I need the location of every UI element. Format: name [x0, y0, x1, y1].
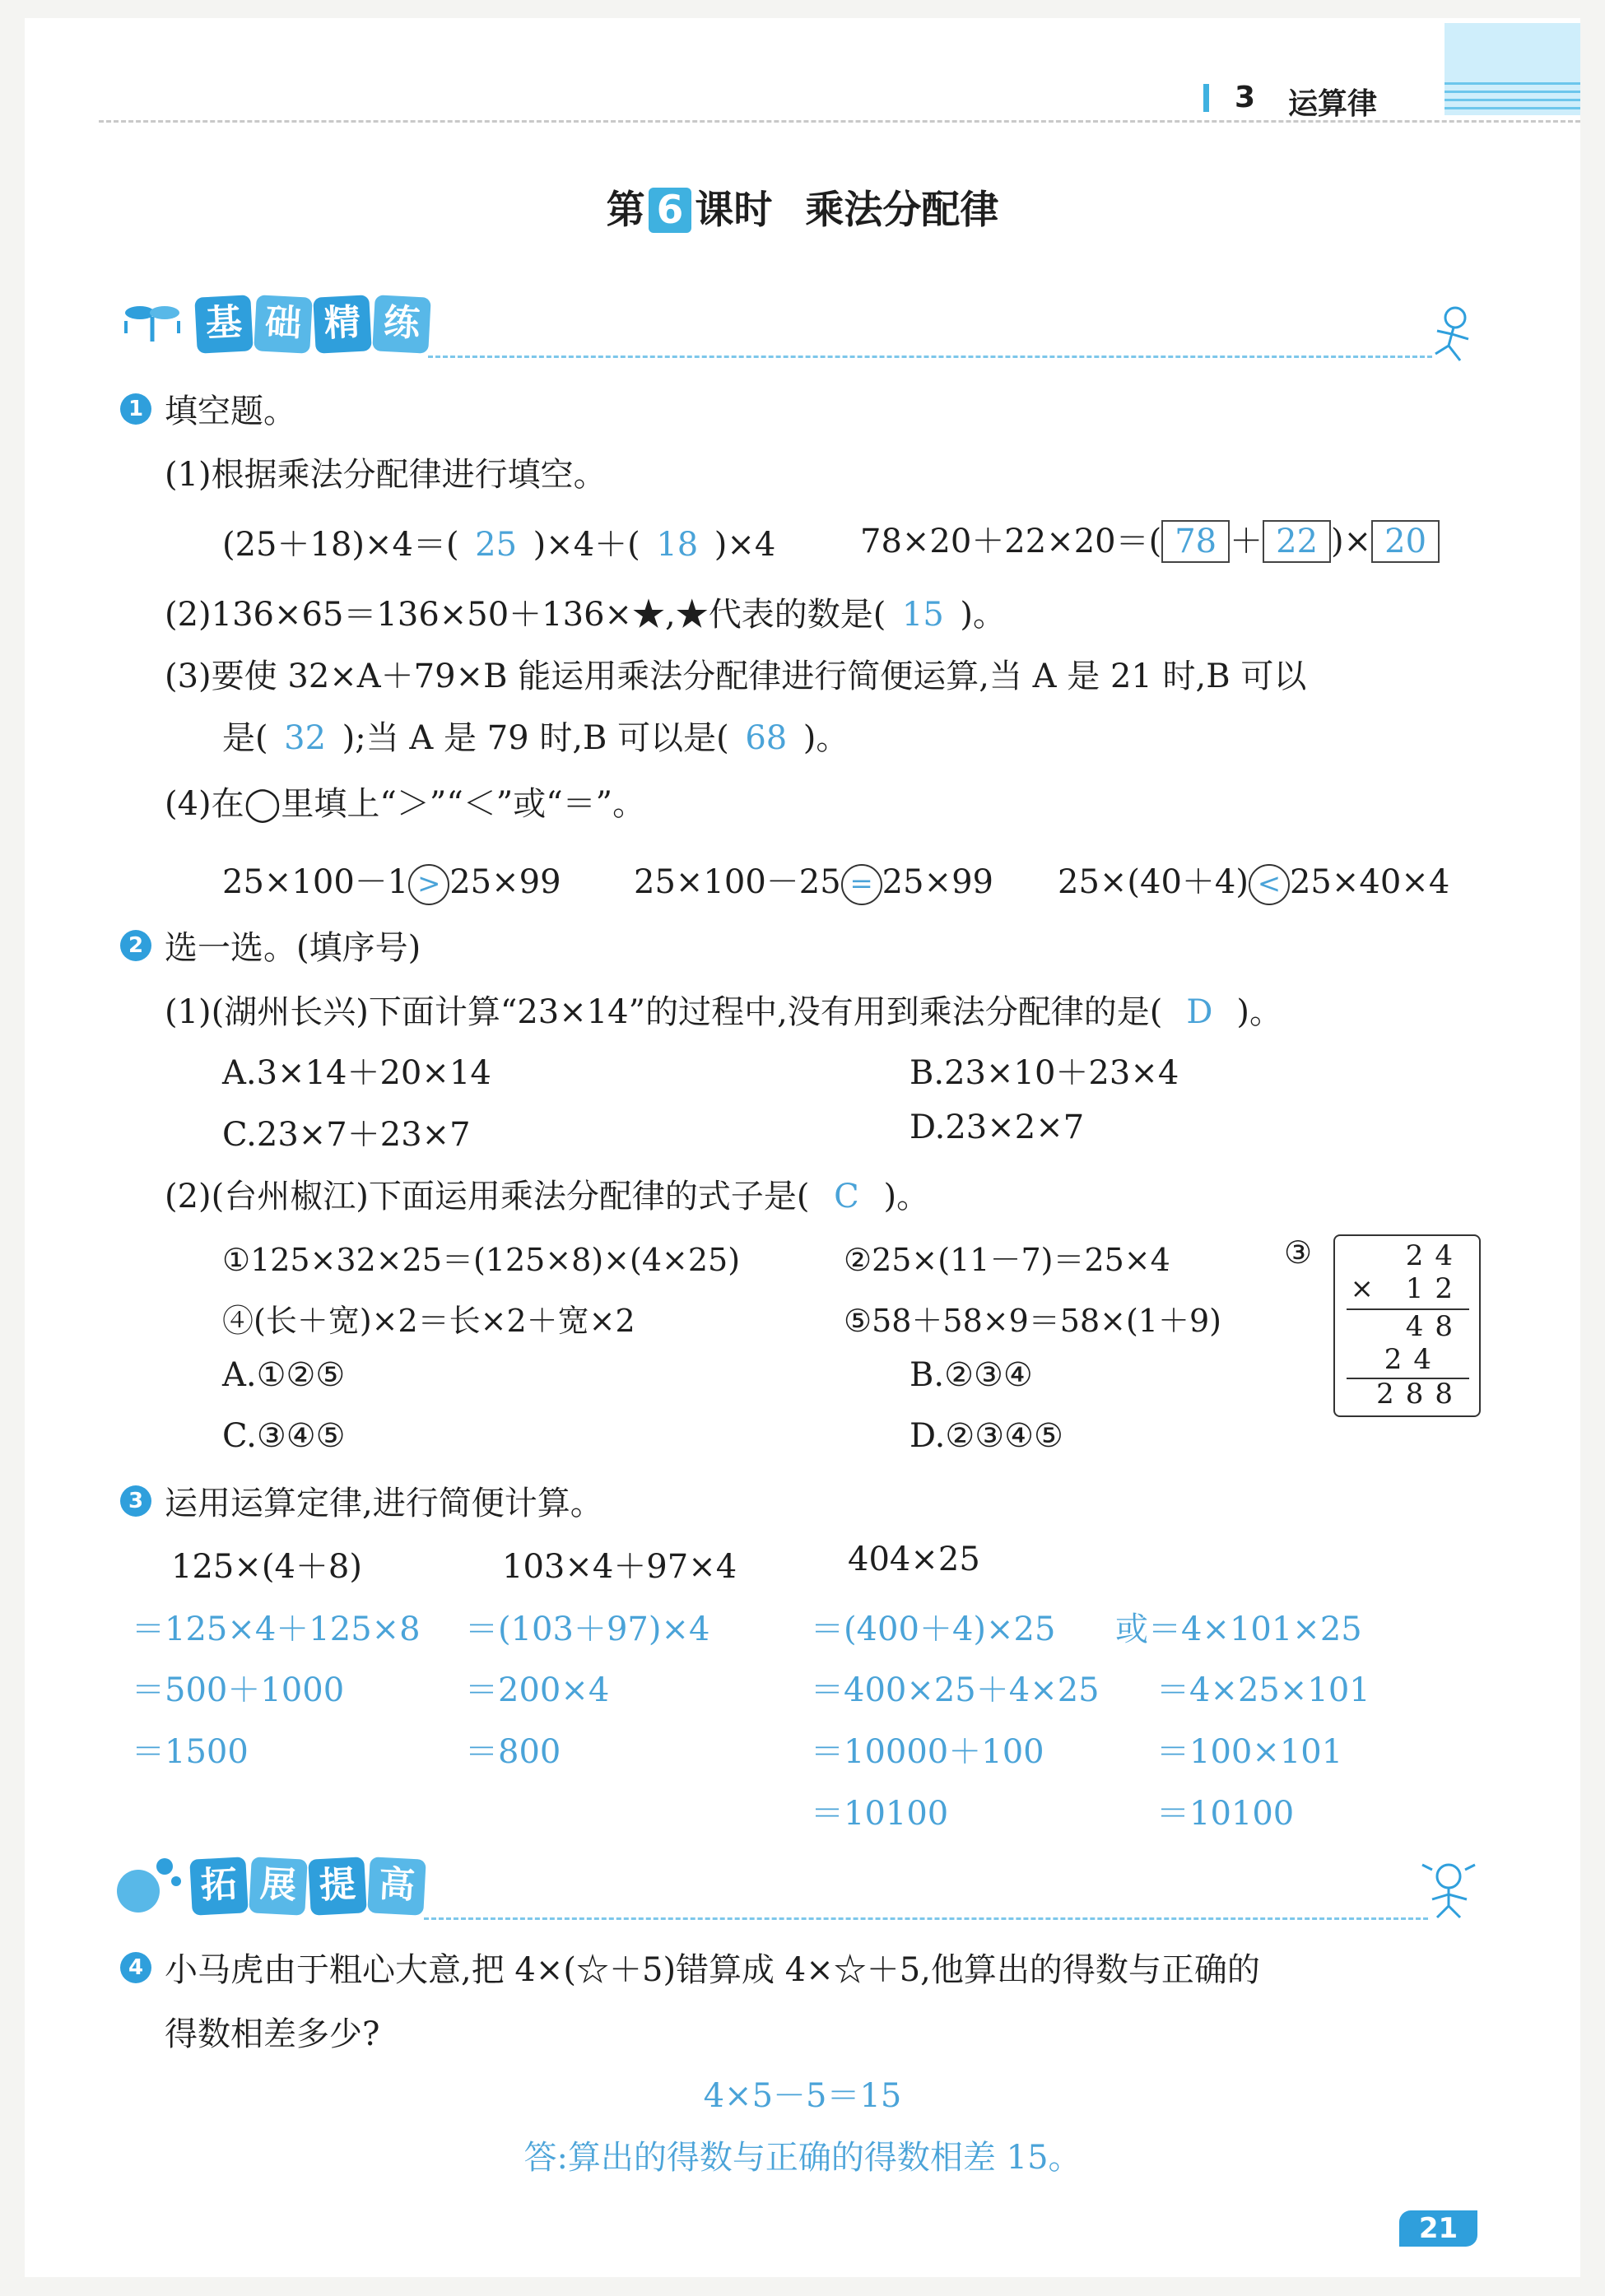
expr-text: (2)136×65＝136×50＋136×★,★代表的数是( [165, 596, 886, 634]
q2-part1-text [165, 986, 1282, 1033]
lesson-title [0, 179, 1605, 235]
q2-part1-option-c: C.23×7＋23×7 [222, 1116, 471, 1154]
q2-part2-option-c: C.③④⑤ [222, 1417, 346, 1455]
q3-calc4-step3: ＝100×101 [1156, 1733, 1343, 1771]
q2-part2-item4: ④(长＋宽)×2＝长×2＋宽×2 [222, 1303, 635, 1339]
banner-char: 展 [249, 1857, 307, 1915]
answer-blank: 18 [656, 526, 699, 564]
q2-part2-item5: ⑤58＋58×9＝58×(1＋9) [844, 1303, 1221, 1339]
expr-text: ＋ [1230, 523, 1263, 560]
lesson-name: 乘法分配律 [805, 188, 999, 233]
q4-text-line2: 得数相差多少? [165, 2015, 380, 2053]
banner-char: 练 [372, 295, 430, 353]
expr-text: 25×(40＋4) [1058, 863, 1249, 901]
q2-part2-text [165, 1170, 929, 1217]
answer-blank: 68 [745, 719, 788, 757]
q3-calc3-step2: ＝400×25＋4×25 [811, 1671, 1100, 1709]
answer-blank: 15 [901, 596, 944, 634]
lesson-suffix: 课时 [695, 188, 773, 233]
q2-title: 选一选。(填序号) [165, 929, 421, 967]
q3-calc1-step1: ＝125×4＋125×8 [132, 1610, 421, 1648]
q1-part4-text: (4)在◯里填上“＞”“＜”或“＝”。 [165, 785, 646, 823]
expr-text: 78×20＋22×20＝( [860, 523, 1162, 560]
running-kid-icon [1424, 303, 1482, 372]
vertical-row: 24 [1405, 1239, 1464, 1272]
expr-text: )。 [960, 596, 1006, 634]
expr-text: 25×100－25 [634, 863, 841, 901]
expr-text: (2)(台州椒江)下面运用乘法分配律的式子是( [165, 1178, 810, 1215]
q3-calc1-step2: ＝500＋1000 [132, 1671, 345, 1709]
q2-part2-item2: ②25×(11－7)＝25×4 [844, 1242, 1170, 1278]
q4-work: 4×5－5＝15 [703, 2077, 902, 2115]
banner-divider [424, 1917, 1428, 1920]
banner-char: 精 [313, 295, 371, 353]
unit-number: 3 [1235, 81, 1256, 114]
q3-calc1-expr: 125×(4＋8) [171, 1548, 362, 1586]
q1-part3-line1: (3)要使 32×A＋79×B 能运用乘法分配律进行简便运算,当 A 是 21 时,B 可以 [165, 658, 1307, 695]
answer-blank: 32 [284, 719, 327, 757]
q3-calc4-step4: ＝10100 [1156, 1795, 1295, 1833]
page-number: 21 [1399, 2210, 1477, 2247]
q1-part4-compare3 [1058, 856, 1449, 905]
q1-part4-compare2 [634, 856, 993, 905]
q1-part2 [165, 588, 1006, 635]
q4-text-line1: 小马虎由于粗心大意,把 4×(☆＋5)错算成 4×☆＋5,他算出的得数与正确的 [165, 1951, 1260, 1989]
q3-calc2-step1: ＝(103＋97)×4 [465, 1610, 710, 1648]
expr-text: )×4 [714, 526, 776, 564]
banner-char: 础 [254, 295, 312, 353]
vertical-row: 288 [1376, 1378, 1464, 1411]
q2-part2-item1: ①125×32×25＝(125×8)×(4×25) [222, 1242, 741, 1278]
expr-text: 25×100－1 [222, 863, 409, 901]
q2-part1-option-a: A.3×14＋20×14 [222, 1054, 491, 1092]
q3-calc4-step1: 或＝4×101×25 [1115, 1610, 1362, 1648]
q2-part2-option-a: A.①②⑤ [222, 1356, 346, 1394]
answer-blank: D [1186, 993, 1213, 1031]
q3-calc2-step3: ＝800 [465, 1733, 561, 1771]
expr-text: )。 [883, 1178, 930, 1215]
vertical-row: 48 [1405, 1310, 1464, 1343]
question-number-4: 4 [120, 1952, 151, 1983]
lesson-prefix: 第 [606, 188, 645, 233]
q3-calc3-step1: ＝(400＋4)×25 [811, 1610, 1056, 1648]
q2-part1-option-d: D.23×2×7 [910, 1108, 1085, 1146]
q2-part2-option-d: D.②③④⑤ [910, 1417, 1063, 1455]
q3-title: 运用运算定律,进行简便计算。 [165, 1485, 603, 1522]
q4-answer: 答:算出的得数与正确的得数相差 15。 [523, 2139, 1082, 2177]
answer-box: 22 [1263, 520, 1331, 563]
expr-text: 是( [222, 719, 268, 757]
expr-text: 25×99 [449, 863, 561, 901]
q1-part3-line2 [222, 712, 849, 759]
q2-part2-option-b: B.②③④ [910, 1356, 1033, 1394]
expr-text: (1)(湖州长兴)下面计算“23×14”的过程中,没有用到乘法分配律的是( [165, 993, 1163, 1031]
compare-circle: < [1249, 864, 1290, 905]
header-decoration [1444, 23, 1580, 115]
q2-part1-option-b: B.23×10＋23×4 [910, 1054, 1179, 1092]
q3-calc4-step2: ＝4×25×101 [1156, 1671, 1370, 1709]
q3-calc3-expr: 404×25 [848, 1541, 980, 1578]
sprout-icon [119, 296, 185, 349]
banner-char: 基 [194, 295, 253, 353]
q2-part2-item3: ③ [1284, 1234, 1313, 1271]
compare-circle: = [841, 864, 882, 905]
answer-blank: C [834, 1178, 859, 1215]
answer-blank: 25 [475, 526, 518, 564]
thinking-kid-icon [1416, 1858, 1482, 1927]
banner-char: 拓 [189, 1857, 248, 1915]
expr-text: )×4＋( [533, 526, 640, 564]
q1-part1-expr1 [222, 518, 775, 565]
q1-part4-compare1 [222, 856, 561, 905]
answer-box: 20 [1371, 520, 1440, 563]
expr-text: )。 [802, 719, 849, 757]
banner-divider [428, 356, 1432, 358]
vertical-row: × 12 [1350, 1272, 1464, 1305]
q1-title: 填空题。 [165, 393, 296, 430]
vertical-row: 24 [1384, 1343, 1443, 1376]
q3-calc2-expr: 103×4＋97×4 [502, 1548, 737, 1586]
header-accent-bar [1203, 84, 1209, 112]
answer-box: 78 [1161, 520, 1230, 563]
banner-char: 高 [367, 1857, 426, 1915]
q1-part1-text: (1)根据乘法分配律进行填空。 [165, 456, 607, 494]
expr-text: (25＋18)×4＝( [222, 526, 459, 564]
q3-calc1-step3: ＝1500 [132, 1733, 249, 1771]
q3-calc2-step2: ＝200×4 [465, 1671, 610, 1709]
banner-char: 提 [308, 1857, 366, 1915]
question-number-1: 1 [120, 393, 151, 425]
expr-text: )× [1331, 523, 1372, 560]
lesson-number: 6 [649, 188, 692, 233]
unit-title: 运算律 [1288, 87, 1378, 121]
expr-text: 25×99 [882, 863, 993, 901]
expr-text: )。 [1236, 993, 1283, 1031]
q3-calc3-step3: ＝10000＋100 [811, 1733, 1044, 1771]
expr-text: 25×40×4 [1289, 863, 1450, 901]
vertical-multiplication [1333, 1234, 1481, 1417]
q1-part1-expr2 [860, 515, 1440, 563]
bubbles-icon [115, 1852, 189, 1921]
question-number-3: 3 [120, 1485, 151, 1517]
expr-text: );当 A 是 79 时,B 可以是( [342, 719, 729, 757]
compare-circle: > [408, 864, 449, 905]
q3-calc3-step4: ＝10100 [811, 1795, 949, 1833]
question-number-2: 2 [120, 930, 151, 961]
